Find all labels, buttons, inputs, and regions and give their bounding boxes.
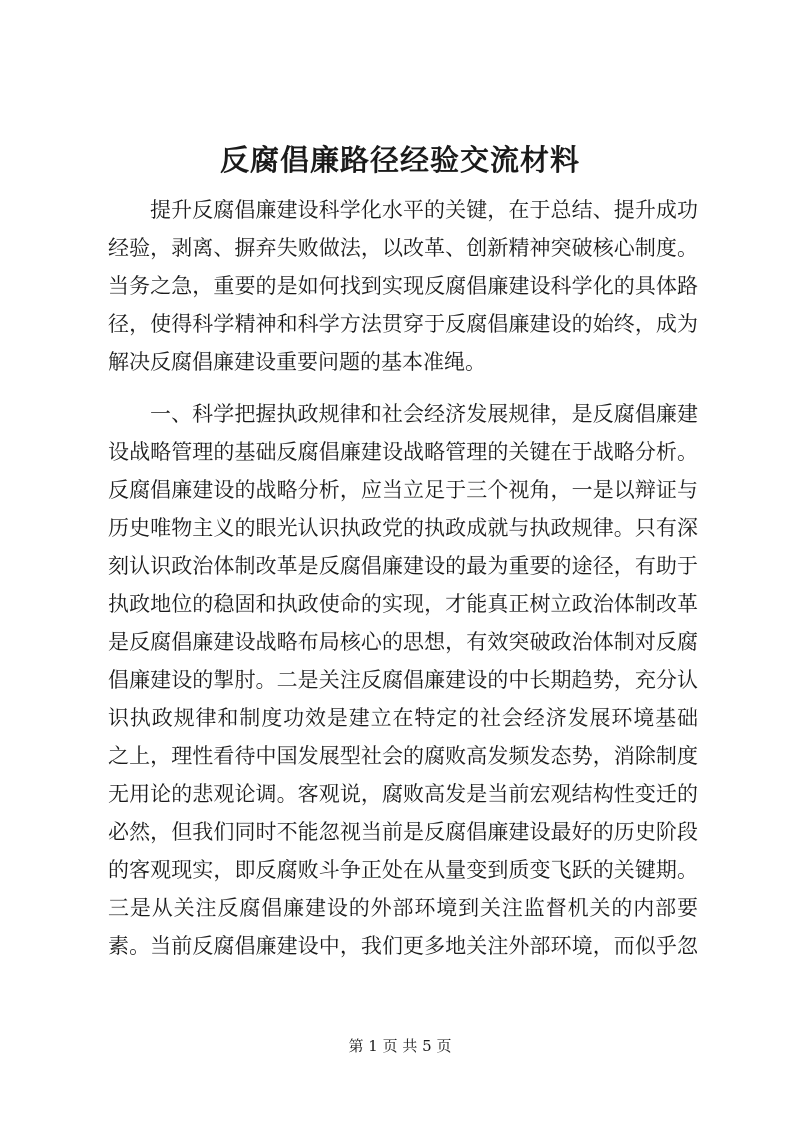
- paragraph-2-line-7: 是反腐倡廉建设战略布局核心的思想，有效突破政治体制对反腐: [108, 630, 698, 654]
- paragraph-1-line-3: 当务之急，重要的是如何找到实现反腐倡廉建设科学化的具体路: [108, 274, 698, 298]
- paragraph-2-line-1: 一、科学把握执政规律和社会经济发展规律，是反腐倡廉建: [150, 402, 698, 426]
- paragraph-1-line-1: 提升反腐倡廉建设科学化水平的关键，在于总结、提升成功: [150, 198, 698, 222]
- paragraph-2-line-12: 必然，但我们同时不能忽视当前是反腐倡廉建设最好的历史阶段: [108, 820, 698, 844]
- paragraph-2-line-5: 刻认识政治体制改革是反腐倡廉建设的最为重要的途径，有助于: [108, 554, 698, 578]
- paragraph-1-line-2: 经验，剥离、摒弃失败做法，以改革、创新精神突破核心制度。: [108, 236, 698, 260]
- paragraph-2-line-13: 的客观现实，即反腐败斗争正处在从量变到质变飞跃的关键期。: [108, 858, 698, 882]
- paragraph-2-line-2: 设战略管理的基础反腐倡廉建设战略管理的关键在于战略分析。: [108, 440, 698, 464]
- paragraph-1-line-4: 径，使得科学精神和科学方法贯穿于反腐倡廉建设的始终，成为: [108, 312, 698, 336]
- paragraph-2-line-8: 倡廉建设的掣肘。二是关注反腐倡廉建设的中长期趋势，充分认: [108, 668, 698, 692]
- page-footer: 第 1 页 共 5 页: [348, 1037, 452, 1055]
- paragraph-2-line-4: 历史唯物主义的眼光认识执政党的执政成就与执政规律。只有深: [108, 516, 698, 540]
- paragraph-2-line-6: 执政地位的稳固和执政使命的实现，才能真正树立政治体制改革: [108, 592, 698, 616]
- paragraph-1-line-5: 解决反腐倡廉建设重要问题的基本准绳。: [108, 350, 486, 374]
- document-title: 反腐倡廉路径经验交流材料: [219, 143, 580, 177]
- paragraph-2-line-9: 识执政规律和制度功效是建立在特定的社会经济发展环境基础: [108, 706, 698, 730]
- paragraph-2-line-14: 三是从关注反腐倡廉建设的外部环境到关注监督机关的内部要: [108, 896, 698, 920]
- paragraph-2-line-10: 之上，理性看待中国发展型社会的腐败高发频发态势，消除制度: [108, 744, 698, 768]
- paragraph-2-line-3: 反腐倡廉建设的战略分析，应当立足于三个视角，一是以辩证与: [108, 478, 698, 502]
- paragraph-2-line-11: 无用论的悲观论调。客观说，腐败高发是当前宏观结构性变迁的: [108, 782, 698, 806]
- paragraph-2-line-15: 素。当前反腐倡廉建设中，我们更多地关注外部环境，而似乎忽: [108, 934, 698, 958]
